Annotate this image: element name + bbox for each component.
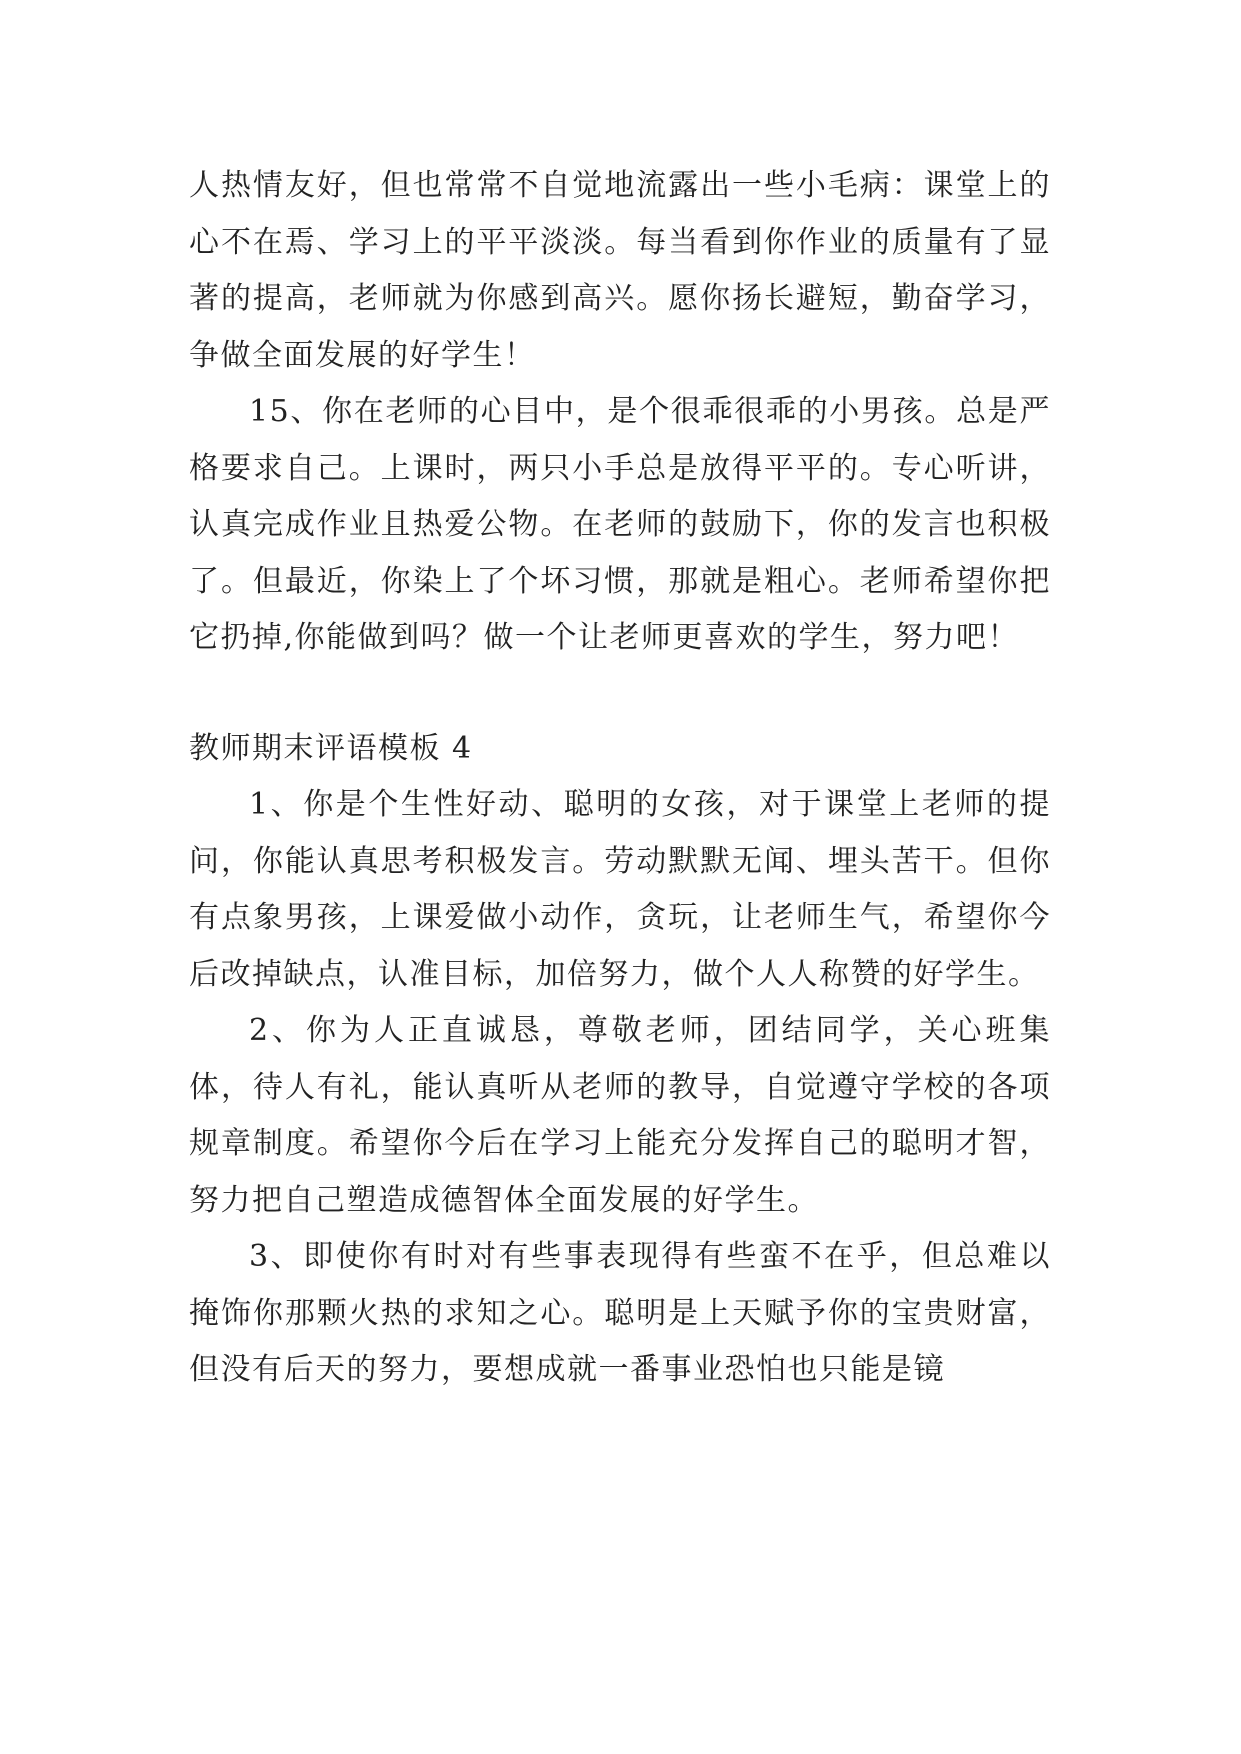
section-paragraph-3: 3、即使你有时对有些事表现得有些蛮不在乎，但总难以掩饰你那颗火热的求知之心。聪明是上天赋予你的宝贵财富，但没有后天的努力，要想成就一番事业恐怕也只能是镜 <box>189 1239 1051 1387</box>
continuation-paragraph: 人热情友好，但也常常不自觉地流露出一些小毛病：课堂上的心不在焉、学习上的平平淡淡。每当看到你作业的质量有了显著的提高，老师就为你感到高兴。愿你扬长避短，勤奋学习，争做全面发展的好学生！ <box>189 168 1051 373</box>
paragraph-15: 15、你在老师的心目中，是个很乖很乖的小男孩。总是严格要求自己。上课时，两只小手总是放得平平的。专心听讲，认真完成作业且热爱公物。在老师的鼓励下，你的发言也积极了。但最近，你染上了个坏习惯，那就是粗心。老师希望你把它扔掉,你能做到吗？做一个让老师更喜欢的学生，努力吧！ <box>189 394 1051 655</box>
section-heading: 教师期末评语模板 4 <box>189 730 473 766</box>
document-body <box>189 158 1051 1399</box>
section-paragraph-1: 1、你是个生性好动、聪明的女孩，对于课堂上老师的提问，你能认真思考积极发言。劳动默默无闻、埋头苦干。但你有点象男孩，上课爱做小动作，贪玩，让老师生气，希望你今后改掉缺点，认准目标，加倍努力，做个人人称赞的好学生。 <box>189 787 1051 992</box>
section-paragraph-2: 2、你为人正直诚恳，尊敬老师，团结同学，关心班集体，待人有礼，能认真听从老师的教导，自觉遵守学校的各项规章制度。希望你今后在学习上能充分发挥自己的聪明才智，努力把自己塑造成德智体全面发展的好学生。 <box>189 1013 1051 1218</box>
